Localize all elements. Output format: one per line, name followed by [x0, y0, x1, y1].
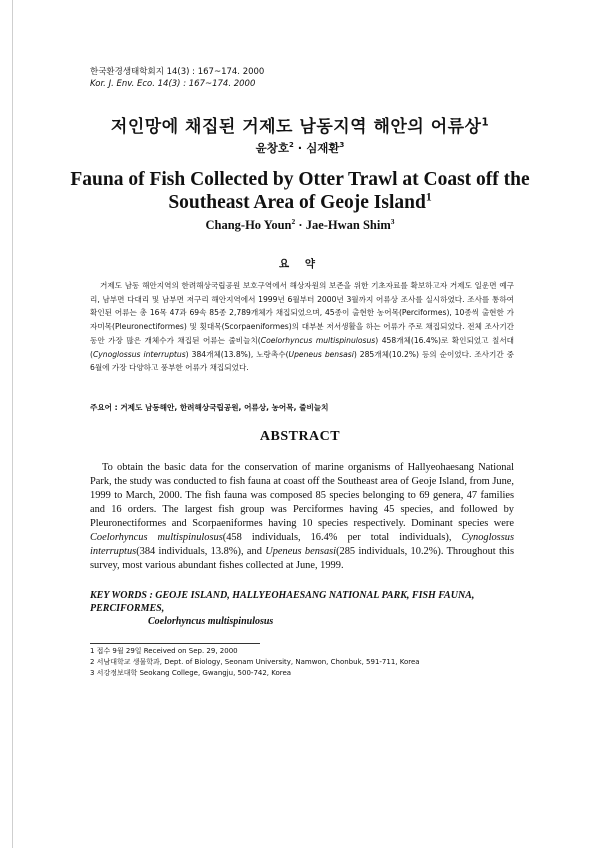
author-kr-separator: · — [293, 141, 307, 155]
author-kr-1-mark: 2 — [289, 141, 294, 150]
author-en-separator: · — [295, 218, 306, 232]
abstract-kr-species-3: Upeneus bensasi — [288, 349, 354, 359]
title-english-line2-wrap — [60, 191, 540, 214]
abstract-en-species-1: Coelorhyncus multispinulosus — [90, 532, 223, 543]
footnote-2: 2 서남대학교 생물학과, Dept. of Biology, Seonam University, Namwon, Chonbuk, 591-711, Korea — [90, 658, 420, 666]
title-korean-footnote-mark: 1 — [481, 117, 490, 129]
abstract-kr-text-4: ) 285개체(10.2%) 등의 순이었다. 조사기간 중 6월에 가장 다양하고 풍부한 어류가 채집되었다. — [90, 349, 515, 373]
footnote-rule — [90, 643, 260, 644]
keywords-english — [90, 589, 530, 628]
abstract-en-text-2: (458 individuals, 16.4% per total individuals), — [222, 532, 462, 543]
abstract-en-text-4: (285 individuals, 10.2%). Throughout this survey, most various abundant fishes collected at June, 1999. — [90, 546, 514, 571]
abstract-en-species-3: Upeneus bensasi — [265, 546, 337, 557]
title-english-footnote-mark: 1 — [425, 190, 432, 204]
abstract-english-heading: ABSTRACT — [259, 429, 341, 444]
keywords-english-line2: Coelorhyncus multispinulosus — [148, 616, 274, 627]
abstract-korean-paragraph — [90, 279, 514, 375]
author-kr-1: 윤창호 — [255, 141, 289, 155]
abstract-kr-species-2: Cynoglossus interruptus — [92, 349, 186, 359]
title-english-line2: Southeast Area of Geoje Island — [168, 192, 426, 213]
title-korean — [0, 112, 600, 137]
author-kr-2: 심재환 — [306, 141, 340, 155]
authors-english — [0, 218, 600, 233]
abstract-korean — [90, 279, 514, 375]
title-korean-text: 저인망에 채집된 거제도 남동지역 해안의 어류상 — [110, 117, 482, 137]
authors-korean — [0, 140, 600, 156]
author-en-2-mark: 3 — [390, 216, 395, 226]
author-en-1-mark: 2 — [291, 216, 296, 226]
abstract-en-text-3: (384 individuals, 13.8%), and — [136, 546, 266, 557]
abstract-english-paragraph — [90, 461, 514, 573]
abstract-kr-text-2: ) 458개체(16.4%)로 확인되었고 칠서대( — [90, 335, 514, 359]
abstract-english — [90, 461, 514, 573]
author-en-2: Jae-Hwan Shim — [305, 218, 391, 232]
journal-citation-kr: 한국환경생태학회지 14(3) : 167~174. 2000 — [90, 67, 265, 77]
abstract-kr-text-3: ) 384개체(13.8%), 노랑촉수( — [185, 349, 289, 359]
abstract-kr-species-1: Coelorhyncus multispinulosus — [260, 335, 376, 345]
author-kr-2-mark: 3 — [339, 141, 345, 150]
abstract-en-text-1: To obtain the basic data for the conservation of marine organisms of Hallyeohaesang National Park, the study was conducted to fish fauna at coast off the Southeast area of Geoje Island, from June, 1999 to March, 2000. The fish fauna was composed 85 species belonging to 69 genera, 47 families and 16 orders. The largest fish group was Perciformes having 45 species, and followed by Pleuronectiformes and Scorpaeniformes having 10 species respectively. Dominant species were — [90, 462, 514, 529]
footnotes — [90, 646, 420, 679]
keywords-english-line1: KEY WORDS : GEOJE ISLAND, HALLYEOHAESANG NATIONAL PARK, FISH FAUNA, PERCIFORMES, — [90, 590, 475, 614]
title-english — [60, 168, 540, 214]
journal-citation — [90, 66, 264, 90]
journal-citation-en: Kor. J. Env. Eco. 14(3) : 167~174. 2000 — [90, 79, 256, 89]
author-en-1: Chang-Ho Youn — [205, 218, 292, 232]
title-english-line1: Fauna of Fish Collected by Otter Trawl at Coast off the — [70, 169, 530, 190]
footnote-3: 3 서강정보대학 Seokang College, Gwangju, 500-742, Korea — [90, 669, 292, 677]
abstract-kr-text-1: 거제도 남동 해안지역의 한려해상국립공원 보호구역에서 해상자원의 보존을 위한 기초자료를 확보하고자 거제도 일운면 예구리, 남부면 다대리 및 남부면 저구리 해안지역에서 1999년 6월부터 2000년 3월까지 어류상 조사를 실시하였다. 조사를 통하여 확인된 어류는 총 16목 47과 69속 85종 2,789개체가 채집되었으며, 45종이 출현한 농어목(Perciformes), 10종씩 출현한 가자미목(Pleuronectiformes) 및 횟대목(Scorpaeniformes)의 대부분 저서생활을 하는 어류가 주로 채집되었다. 전체 조사기간 동안 가장 많은 개체수가 채집된 어류는 줄비늘치( — [90, 281, 514, 345]
keywords-korean: 주요어 : 거제도 남동해안, 한려해상국립공원, 어류상, 농어목, 줄비늘치 — [90, 403, 329, 412]
abstract-korean-heading: 요 약 — [279, 258, 321, 270]
footnote-1: 1 접수 9월 29일 Received on Sep. 29, 2000 — [90, 647, 238, 655]
abstract-en-species-2: Cynoglossus interruptus — [90, 532, 514, 557]
